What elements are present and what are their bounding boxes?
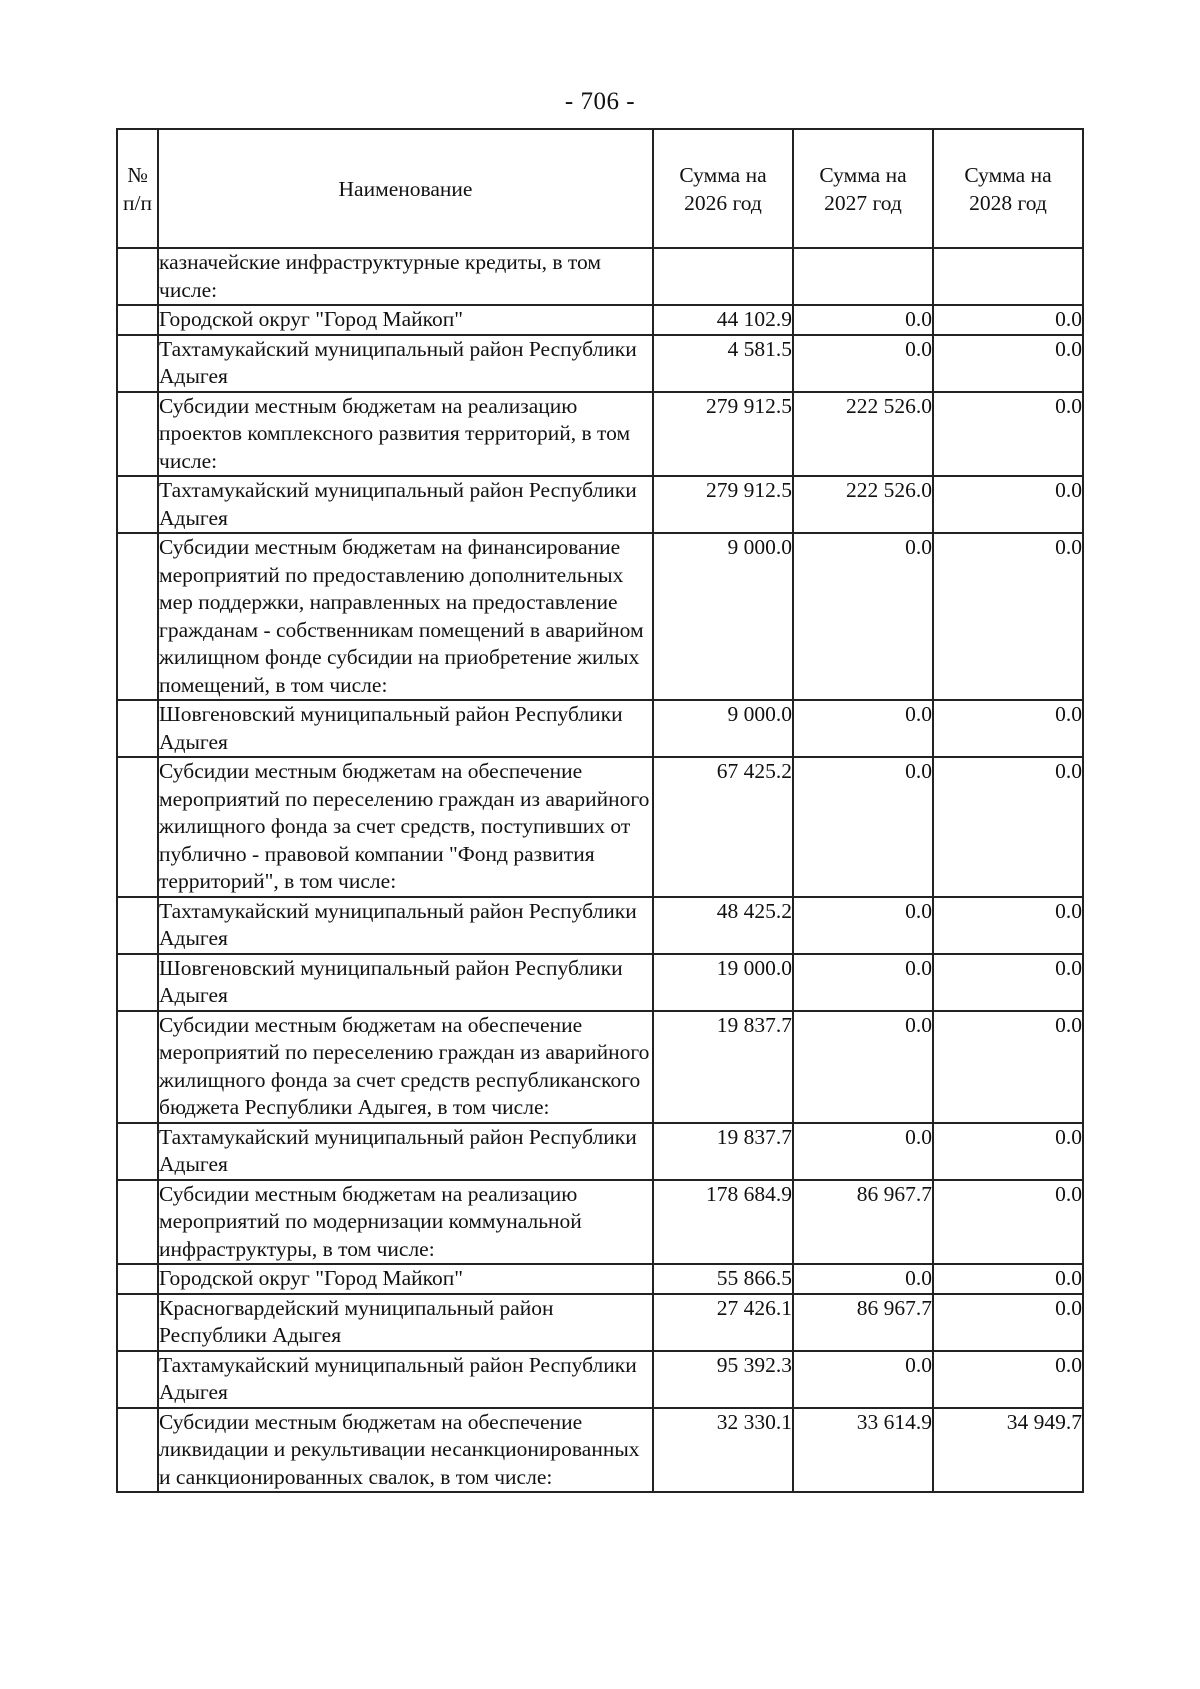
cell-sum-2027: 86 967.7: [793, 1180, 933, 1265]
cell-name: Субсидии местным бюджетам на обеспечение ликвидации и рекультивации несанкционированных и санкционированных свалок, в том числе:: [158, 1408, 653, 1493]
table-row: [117, 335, 1083, 392]
cell-sum-2026: 9 000.0: [653, 700, 793, 757]
table-row: [117, 757, 1083, 897]
cell-number: [117, 533, 158, 700]
cell-sum-2028: 0.0: [933, 700, 1083, 757]
cell-name: Тахтамукайский муниципальный район Республики Адыгея: [158, 897, 653, 954]
table-header: [117, 129, 1083, 248]
cell-sum-2026: 27 426.1: [653, 1294, 793, 1351]
table-row: [117, 1294, 1083, 1351]
header-sum-2027-label: Сумма на 2027 год: [819, 162, 907, 215]
table-row: [117, 305, 1083, 335]
cell-sum-2026: 55 866.5: [653, 1264, 793, 1294]
cell-sum-2027: 0.0: [793, 1123, 933, 1180]
cell-number: [117, 1011, 158, 1123]
cell-sum-2026: 44 102.9: [653, 305, 793, 335]
table-row: [117, 392, 1083, 477]
header-sum-2028-label: Сумма на 2028 год: [964, 162, 1052, 215]
table-row: [117, 1408, 1083, 1493]
cell-sum-2026: 4 581.5: [653, 335, 793, 392]
cell-sum-2027: 0.0: [793, 335, 933, 392]
header-sum-2026-label: Сумма на 2026 год: [679, 162, 767, 215]
cell-sum-2028: 0.0: [933, 1123, 1083, 1180]
cell-sum-2026: 48 425.2: [653, 897, 793, 954]
cell-name: Субсидии местным бюджетам на реализацию мероприятий по модернизации коммунальной инфраструктуры, в том числе:: [158, 1180, 653, 1265]
cell-sum-2026: 19 837.7: [653, 1011, 793, 1123]
cell-sum-2028: 0.0: [933, 757, 1083, 897]
cell-number: [117, 1180, 158, 1265]
table-row: [117, 897, 1083, 954]
cell-sum-2028: 0.0: [933, 1264, 1083, 1294]
cell-sum-2028: 0.0: [933, 1351, 1083, 1408]
cell-sum-2026: 67 425.2: [653, 757, 793, 897]
cell-sum-2026: 279 912.5: [653, 392, 793, 477]
table-row: [117, 1264, 1083, 1294]
cell-sum-2026: 178 684.9: [653, 1180, 793, 1265]
cell-sum-2028: 0.0: [933, 1180, 1083, 1265]
cell-number: [117, 305, 158, 335]
cell-sum-2027: 33 614.9: [793, 1408, 933, 1493]
cell-name: Субсидии местным бюджетам на реализацию проектов комплексного развития территорий, в том числе:: [158, 392, 653, 477]
header-sum-2027: [793, 129, 933, 248]
cell-sum-2028: [933, 248, 1083, 305]
cell-sum-2026: 19 837.7: [653, 1123, 793, 1180]
table-row: [117, 1123, 1083, 1180]
cell-sum-2026: 9 000.0: [653, 533, 793, 700]
cell-sum-2027: 0.0: [793, 700, 933, 757]
table-row: [117, 248, 1083, 305]
header-number-label: № п/п: [123, 162, 152, 215]
header-row: [117, 129, 1083, 248]
cell-name: Субсидии местным бюджетам на обеспечение мероприятий по переселению граждан из аварийного жилищного фонда за счет средств республиканского бюджета Республики Адыгея, в том числе:: [158, 1011, 653, 1123]
cell-number: [117, 392, 158, 477]
page-number: - 706 -: [564, 88, 636, 115]
cell-name: Красногвардейский муниципальный район Республики Адыгея: [158, 1294, 653, 1351]
cell-sum-2026: 19 000.0: [653, 954, 793, 1011]
table-row: [117, 1180, 1083, 1265]
cell-number: [117, 954, 158, 1011]
cell-name: Городской округ "Город Майкоп": [158, 1264, 653, 1294]
cell-number: [117, 700, 158, 757]
table-row: [117, 476, 1083, 533]
cell-name: казначейские инфраструктурные кредиты, в том числе:: [158, 248, 653, 305]
cell-number: [117, 476, 158, 533]
cell-sum-2027: 222 526.0: [793, 392, 933, 477]
table-row: [117, 700, 1083, 757]
cell-sum-2027: 0.0: [793, 1011, 933, 1123]
cell-number: [117, 1264, 158, 1294]
cell-name: Городской округ "Город Майкоп": [158, 305, 653, 335]
cell-number: [117, 897, 158, 954]
cell-sum-2026: 279 912.5: [653, 476, 793, 533]
cell-sum-2028: 0.0: [933, 897, 1083, 954]
cell-sum-2027: [793, 248, 933, 305]
cell-sum-2028: 34 949.7: [933, 1408, 1083, 1493]
cell-sum-2028: 0.0: [933, 476, 1083, 533]
cell-name: Тахтамукайский муниципальный район Республики Адыгея: [158, 476, 653, 533]
cell-sum-2027: 0.0: [793, 1351, 933, 1408]
cell-name: Субсидии местным бюджетам на финансирование мероприятий по предоставлению дополнительных мер поддержки, направленных на предоставление гражданам - собственникам помещений в аварийном жилищном фонде субсидии на приобретение жилых помещений, в том числе:: [158, 533, 653, 700]
cell-sum-2028: 0.0: [933, 1294, 1083, 1351]
budget-table: [116, 128, 1084, 1493]
cell-sum-2028: 0.0: [933, 335, 1083, 392]
cell-number: [117, 248, 158, 305]
cell-sum-2027: 0.0: [793, 1264, 933, 1294]
cell-sum-2026: 95 392.3: [653, 1351, 793, 1408]
cell-sum-2027: 0.0: [793, 897, 933, 954]
header-name: [158, 129, 653, 248]
cell-sum-2027: 0.0: [793, 757, 933, 897]
header-number: [117, 129, 158, 248]
table-row: [117, 1011, 1083, 1123]
cell-name: Тахтамукайский муниципальный район Республики Адыгея: [158, 1351, 653, 1408]
cell-number: [117, 1351, 158, 1408]
cell-sum-2026: 32 330.1: [653, 1408, 793, 1493]
cell-sum-2027: 86 967.7: [793, 1294, 933, 1351]
cell-sum-2028: 0.0: [933, 1011, 1083, 1123]
cell-sum-2028: 0.0: [933, 305, 1083, 335]
table-body: [117, 248, 1083, 1492]
cell-sum-2028: 0.0: [933, 392, 1083, 477]
cell-number: [117, 1408, 158, 1493]
cell-name: Шовгеновский муниципальный район Республики Адыгея: [158, 954, 653, 1011]
cell-sum-2027: 222 526.0: [793, 476, 933, 533]
cell-sum-2028: 0.0: [933, 954, 1083, 1011]
header-sum-2026: [653, 129, 793, 248]
cell-number: [117, 1123, 158, 1180]
table-row: [117, 533, 1083, 700]
cell-number: [117, 757, 158, 897]
cell-sum-2026: [653, 248, 793, 305]
cell-name: Субсидии местным бюджетам на обеспечение мероприятий по переселению граждан из аварийного жилищного фонда за счет средств, поступивших от публично - правовой компании "Фонд развития территорий", в том числе:: [158, 757, 653, 897]
cell-name: Тахтамукайский муниципальный район Республики Адыгея: [158, 1123, 653, 1180]
table-row: [117, 954, 1083, 1011]
cell-sum-2027: 0.0: [793, 533, 933, 700]
cell-number: [117, 1294, 158, 1351]
table-row: [117, 1351, 1083, 1408]
cell-sum-2028: 0.0: [933, 533, 1083, 700]
header-sum-2028: [933, 129, 1083, 248]
cell-sum-2027: 0.0: [793, 954, 933, 1011]
cell-sum-2027: 0.0: [793, 305, 933, 335]
cell-name: Шовгеновский муниципальный район Республики Адыгея: [158, 700, 653, 757]
cell-name: Тахтамукайский муниципальный район Республики Адыгея: [158, 335, 653, 392]
header-name-label: Наименование: [338, 176, 473, 201]
cell-number: [117, 335, 158, 392]
